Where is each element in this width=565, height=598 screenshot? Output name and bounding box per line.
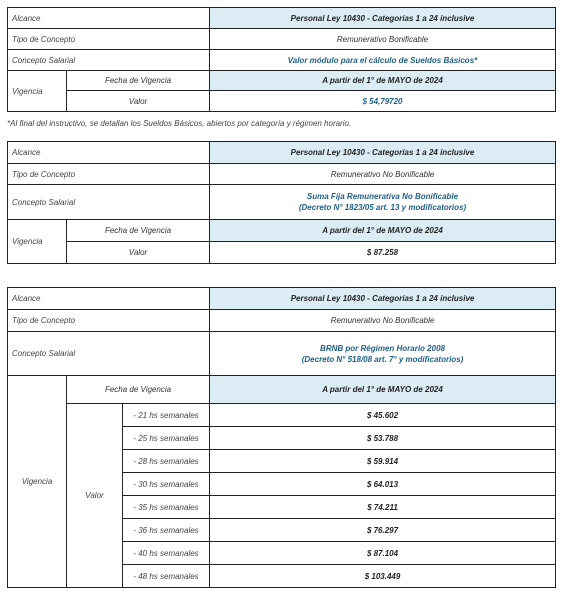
valor-label: Valor: [67, 242, 210, 264]
hours-label: - 25 hs semanales: [123, 427, 210, 450]
fecha-vigencia-value: A partir del 1° de MAYO de 2024: [210, 71, 556, 91]
hours-label: - 35 hs semanales: [123, 496, 210, 519]
hours-label: - 30 hs semanales: [123, 473, 210, 496]
hours-label: - 21 hs semanales: [123, 404, 210, 427]
concepto-line-1: BRNB por Régimen Horario 2008: [320, 343, 445, 353]
hours-label: - 40 hs semanales: [123, 542, 210, 565]
tipo-concepto-label: Tipo de Concepto: [8, 310, 210, 332]
hours-value: $ 53.788: [210, 427, 556, 450]
hours-value: $ 45.602: [210, 404, 556, 427]
hours-value: $ 74.211: [210, 496, 556, 519]
valor-label: Valor: [67, 91, 210, 112]
alcance-value: Personal Ley 10430 - Categorías 1 a 24 inclusive: [210, 288, 556, 310]
tipo-concepto-value: Remunerativo Bonificable: [210, 29, 556, 50]
vigencia-label: Vigencia: [8, 220, 67, 264]
tipo-concepto-value: Remunerativo No Bonificable: [210, 310, 556, 332]
tipo-concepto-label: Tipo de Concepto: [8, 164, 210, 185]
alcance-label: Alcance: [8, 288, 210, 310]
alcance-label: Alcance: [8, 8, 210, 29]
table-brnb-regimen-horario: [7, 287, 556, 588]
concepto-line-2: (Decreto N° 1823/05 art. 13 y modificatorios): [298, 203, 467, 212]
fecha-vigencia-label: Fecha de Vigencia: [67, 71, 210, 91]
hours-label: - 28 hs semanales: [123, 450, 210, 473]
hours-value: $ 103.449: [210, 565, 556, 588]
alcance-value: Personal Ley 10430 - Categorías 1 a 24 inclusive: [210, 142, 556, 164]
concepto-line-2: (Decreto N° 518/08 art. 7° y modificatorios): [301, 354, 464, 364]
hours-value: $ 76.297: [210, 519, 556, 542]
concepto-salarial-value: [210, 185, 556, 220]
alcance-value: Personal Ley 10430 - Categorías 1 a 24 inclusive: [210, 8, 556, 29]
concepto-salarial-value: Valor módulo para el cálculo de Sueldos Básicos*: [210, 50, 556, 71]
valor-value: $ 54,79720: [210, 91, 556, 112]
hours-value: $ 64.013: [210, 473, 556, 496]
concepto-salarial-label: Concepto Salarial: [8, 185, 210, 220]
tipo-concepto-label: Tipo de Concepto: [8, 29, 210, 50]
fecha-vigencia-value: A partir del 1° de MAYO de 2024: [210, 220, 556, 242]
table-suma-fija: [7, 141, 556, 264]
table-valor-modulo: [7, 7, 556, 112]
fecha-vigencia-value: A partir del 1° de MAYO de 2024: [210, 376, 556, 404]
footnote: *Al final del instructivo, se detallan los Sueldos Básicos, abiertos por categoría y régimen horario.: [7, 119, 352, 128]
tipo-concepto-value: Remunerativo No Bonificable: [210, 164, 556, 185]
concepto-salarial-label: Concepto Salarial: [8, 50, 210, 71]
concepto-salarial-label: Concepto Salarial: [8, 332, 210, 376]
hours-value: $ 59.914: [210, 450, 556, 473]
hours-value: $ 87.104: [210, 542, 556, 565]
vigencia-label: Vigencia: [8, 71, 67, 112]
hours-label: - 48 hs semanales: [123, 565, 210, 588]
valor-label: Valor: [67, 404, 123, 588]
concepto-salarial-value: [210, 332, 556, 376]
concepto-line-1: Suma Fija Remunerativa No Bonificable: [306, 192, 459, 201]
fecha-vigencia-label: Fecha de Vigencia: [67, 376, 210, 404]
alcance-label: Alcance: [8, 142, 210, 164]
vigencia-label: Vigencia: [8, 376, 67, 588]
fecha-vigencia-label: Fecha de Vigencia: [67, 220, 210, 242]
hours-label: - 36 hs semanales: [123, 519, 210, 542]
valor-value: $ 87.258: [210, 242, 556, 264]
